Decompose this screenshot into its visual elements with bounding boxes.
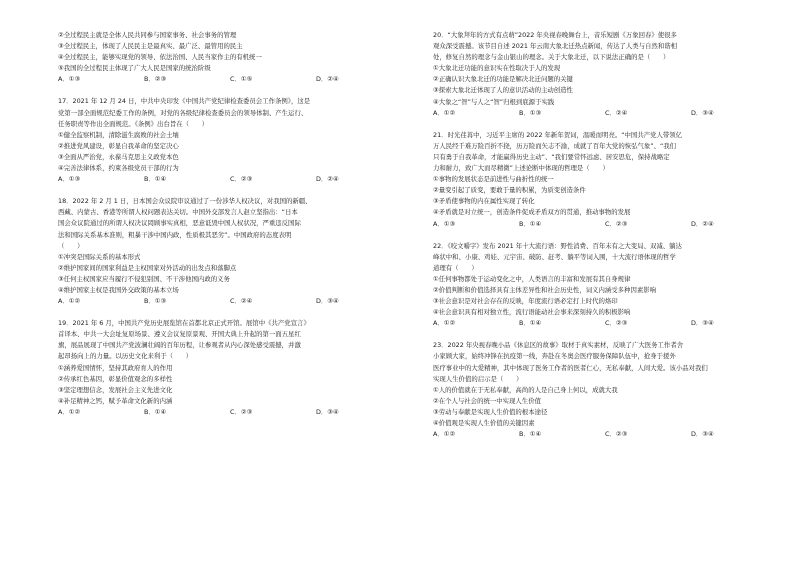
answer-option: B．①④ [144, 175, 167, 184]
question-line: 实现人生价值的启示是（ ） [433, 374, 523, 383]
answer-option: A．①③ [58, 175, 81, 184]
answer-option: D．③④ [316, 297, 339, 306]
answer-option: B．①③ [519, 108, 542, 117]
question-line: 22．《咬文嚼字》发布 2021 年十大流行语：野性消费、百年未有之大变局、双减、躺达 [433, 241, 682, 250]
question-line: ①人的价值就在于无私奉献，高尚的人是自己身上何以，成就大我 [433, 385, 618, 394]
question-21-choices [433, 219, 755, 230]
question-20-choices [433, 108, 755, 119]
question-line: ③坚定理想信念，发展社会主义先进文化 [58, 385, 173, 394]
question-line: 西藏、内蒙古、香港等所谓人权问题表达关切。中国外交部发言人赵立坚指出：“日本 [58, 208, 298, 217]
question-19-choices [58, 407, 380, 418]
question-23-choices [433, 429, 755, 440]
answer-option: B．①④ [144, 407, 167, 416]
question-line: ③全面从严治党，永葆马克思主义政党本色 [58, 152, 179, 161]
answer-option: C．②④ [605, 108, 628, 117]
question-line: ②量变引起了质变，要敢于量的积累，为质变创造条件 [433, 186, 586, 195]
answer-option: A．①② [433, 108, 456, 117]
answer-option: A．①② [58, 297, 81, 306]
answer-option: B．①④ [519, 319, 542, 328]
question-16-choices [58, 74, 380, 85]
question-22-choices [433, 318, 755, 329]
question-line: ④补足精神之钙，赋予革命文化新的内涵 [58, 396, 173, 405]
question-line: 医疗事业中的大爱精神，其中体现了医务工作者的医者仁心，无私奉献，人间大爱。该小品对我们 [433, 363, 708, 372]
question-line: 小家顾大家，始终冲锋在抗疫第一线，奔赴在冬奥会医疗服务保障队伍中，抢身于援外 [433, 352, 676, 361]
answer-option: A．①③ [433, 219, 456, 228]
question-22 [433, 241, 755, 319]
question-line: 23．2022 年央视春晚小品《休息区的故事》取材于真实素材，反映了广大医务工作者舍 [433, 341, 684, 350]
question-line: ④全过程民主，能够实现党的领导、依法治国、人民当家作主的有机统一 [58, 53, 262, 62]
question-line: 首译本、中共一大会址复原场景、遵义会议复原景观、开国大典上升起的第一面五星红 [58, 330, 301, 339]
question-line: 任务职责等作出全面规范。《条例》出台旨在（ ） [58, 119, 209, 128]
question-line: ④社会意识具有相对独立性，流行语能动社会事来深刻持久的积极影响 [433, 308, 631, 317]
question-line: 力和耐力，致广大而尽精微”上述论断中体现的哲理是（ ） [433, 164, 609, 173]
question-19 [58, 318, 380, 407]
question-line: ④价值观是实现人生价值的关键因素 [433, 419, 535, 427]
question-line: ②正确认识大象北迁的功能是解决北迁问题的关键 [433, 75, 573, 84]
question-line: 21．时光荏苒中，习近平主席的 2022 年新年贺词，温暖而明亮。“中国共产党人带领亿 [433, 130, 683, 139]
answer-option: D．③④ [316, 407, 339, 416]
answer-option: A．①② [433, 319, 456, 328]
answer-option: B．①④ [519, 219, 542, 228]
question-line: ③劳动与奉献是实现人生价值的根本途径 [433, 407, 548, 416]
answer-option: D．②④ [316, 175, 339, 184]
answer-option: A．①② [58, 407, 81, 416]
question-line: ①涵养爱国情怀，坚持其政府育人的作用 [58, 363, 173, 372]
question-line: ①任何事物都处于运动变化之中，人类语言的丰富和发展有其自身规律 [433, 274, 631, 283]
question-line: 观众深受震撼。该节目自述 2021 年云南大象北迁热点新闻，传达了人类与自然和谐相 [433, 42, 677, 51]
question-line: ③探索大象北迁体现了人的意识活动的主动创造性 [433, 86, 573, 95]
question-line: 起昂扬向上的力量。以历史文化来利于（ ） [58, 352, 193, 361]
question-line: ②传承红色基因，彰显价值观念的多样性 [58, 374, 173, 383]
question-line: 18．2022 年 2 月 1 日，日本国会众议院审议通过了一份涉华人权决议，对我国的新疆、 [58, 197, 312, 206]
question-line: ②在个人与社会的统一中实现人生价值 [433, 396, 541, 405]
answer-option: B．①③ [144, 297, 167, 306]
question-line: 国会众议院通过的所谓人权决议罔顾事实真相，恶意诋毁中国人权状况，严重违反国际 [58, 219, 301, 228]
question-line: ①事物的发展状态是前进性与曲折性的统一 [433, 175, 554, 184]
answer-option: C．②③ [605, 319, 628, 328]
answer-option: C．②③ [230, 407, 253, 416]
question-line: 只有勇于自我革命，才能赢得历史主动”、“我们要常怀远虑、居安思危，保持战略定 [433, 152, 670, 161]
question-line: 处，修复自然的理念与金山银山的理念。关于大象北迁，以下说法正确的是（ ） [433, 53, 670, 62]
question-line: ②维护国家间的国家利益是主权国家对外活动的出发点和落脚点 [58, 263, 237, 272]
answer-option: B．①④ [519, 430, 542, 439]
answer-option: C．②③ [605, 219, 628, 228]
answer-option: D．③④ [691, 319, 714, 328]
question-line: （ ） [58, 241, 84, 250]
answer-option: C．②③ [230, 175, 253, 184]
question-line: 法和国际关系基本准则，粗暴干涉中国内政，性质极其恶劣”。中国政府的态度表明 [58, 230, 292, 239]
question-23 [433, 340, 755, 429]
question-line: ①健全监察机制，清除滋生腐败的社会土壤 [58, 130, 179, 139]
question-line: ①冲突是国际关系的基本形式 [58, 252, 141, 261]
question-line: 19．2021 年 6 月，中国共产党历史展览馆在首都北京正式开馆。展馆中《共产党宣言》 [58, 319, 310, 328]
answer-option: B．②③ [144, 75, 167, 84]
question-21 [433, 130, 755, 219]
answer-option: C．①⑤ [230, 75, 253, 84]
question-line: ④维护国家主权是我国外交政策的基本立场 [58, 285, 179, 294]
question-line: ①大象北迁功能的意识实在性取决于人的发现 [433, 64, 561, 73]
question-line: ③矛盾使事物的内在属性实现了转化 [433, 197, 535, 206]
question-17 [58, 96, 380, 174]
question-line: ②全过程民主就是全体人民共同参与国家事务、社会事务的管理 [58, 31, 237, 39]
answer-option: C．②④ [230, 297, 253, 306]
question-line: 万人民经千难万险百折不挠，历万险而矢志不渝，成就了百年大党的恢弘气象”、“我们 [433, 141, 677, 150]
question-18-choices [58, 296, 380, 307]
left-column [58, 30, 380, 418]
answer-option: D．③④ [691, 108, 714, 117]
question-20 [433, 30, 755, 108]
question-16-tail [58, 30, 380, 74]
answer-option: D．②④ [316, 75, 339, 84]
question-line: 17．2021 年 12 月 24 日，中共中央印发《中国共产党纪律检查委员会工作条例》，这是 [58, 97, 311, 106]
answer-option: C．②③ [605, 430, 628, 439]
question-18 [58, 196, 380, 296]
question-line: 旗，展品展现了中国共产党波澜壮阔的百年历程，让参观者从内心深处感受震撼，并激 [58, 341, 301, 350]
question-17-choices [58, 174, 380, 185]
answer-option: D．②④ [691, 219, 714, 228]
question-line: ④大象之“智”与人之“智”归根到底源于实践 [433, 97, 555, 106]
answer-option: A．①② [433, 430, 456, 439]
question-line: 道理有（ ） [433, 263, 478, 272]
right-column [433, 30, 755, 440]
question-line: ③社会意识是对社会存在的反映，年度流行语必定打上时代的烙印 [433, 297, 618, 306]
question-line: ③全过程民主，体现了人民民主是最真实、最广泛、最管用的民主 [58, 42, 243, 51]
question-line: ⑤我国的全过程民主体现了广大人民是国家的统治阶级 [58, 64, 211, 73]
answer-option: D．③④ [691, 430, 714, 439]
question-line: 20．“大象拜年的方式有点萌”2022 年央视春晚舞台上，音乐短剧《万象回春》使很多 [433, 31, 677, 39]
question-line: ②价值判断和价值选择具有主体差异性和社会历史性，词义内涵受多种因素影响 [433, 285, 657, 294]
question-line: ③任何主权国家应当履行不侵犯别国、不干涉他国内政的义务 [58, 274, 230, 283]
question-line: ④矛盾就是对立统一，创造条件促成矛盾双方的贯通，推动事物的发展 [433, 208, 631, 217]
question-line: ②推进党风建设，彰显自我革命的坚定决心 [58, 141, 179, 150]
answer-option: A．①③ [58, 75, 81, 84]
question-line: 党第一部全面规范纪委工作的条例，对党的各级纪律检查委员会的领导体制、产生运行、 [58, 108, 308, 117]
question-line: 峰状中和、小康、鸡娃、元宇宙、破防、赶考、躺平等词入围，十大流行语体现的哲学 [433, 252, 676, 261]
question-line: ④完善法律体系，约束各级党员干部的行为 [58, 164, 179, 173]
